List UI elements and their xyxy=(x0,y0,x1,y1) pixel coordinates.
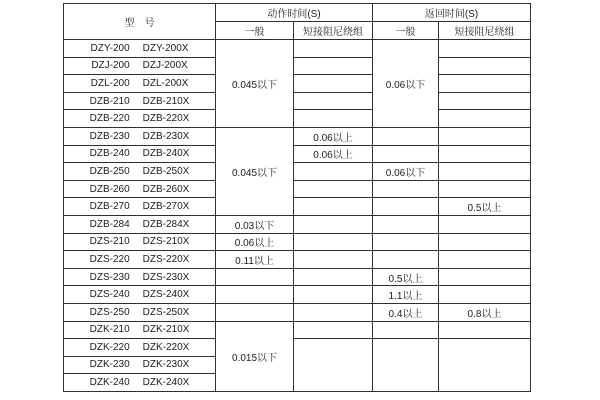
return-damping-cell: 0.8以上 xyxy=(439,303,531,321)
header-return-damping: 短接阻尼绕组 xyxy=(439,22,531,40)
table-row xyxy=(64,233,531,251)
table-row xyxy=(64,127,531,145)
return-damping-cell xyxy=(439,57,531,75)
action-general-cell: 0.03以下 xyxy=(216,215,294,233)
return-general-cell: 0.4以上 xyxy=(373,303,439,321)
action-damping-cell: 0.06以上 xyxy=(294,145,373,163)
table-row xyxy=(64,268,531,286)
model-cell: DZJ-200 DZJ-200X xyxy=(64,57,216,75)
table-row xyxy=(64,303,531,321)
action-general-cell xyxy=(216,268,294,286)
action-damping-cell xyxy=(294,92,373,110)
return-damping-cell xyxy=(439,180,531,198)
table-row xyxy=(64,286,531,304)
model-cell: DZS-250 DZS-250X xyxy=(64,303,216,321)
return-general-cell: 0.06以下 xyxy=(373,40,439,128)
model-cell: DZB-210 DZB-210X xyxy=(64,92,216,110)
return-general-cell xyxy=(373,180,439,198)
return-damping-cell xyxy=(439,233,531,251)
model-cell: DZL-200 DZL-200X xyxy=(64,75,216,93)
table-row xyxy=(64,40,531,58)
action-general-cell: 0.06以上 xyxy=(216,233,294,251)
return-general-cell xyxy=(373,251,439,269)
return-general-cell xyxy=(373,233,439,251)
table-row xyxy=(64,251,531,269)
return-damping-cell xyxy=(439,251,531,269)
model-cell: DZB-230 DZB-230X xyxy=(64,127,216,145)
return-damping-cell: 0.5以上 xyxy=(439,198,531,216)
return-general-cell: 1.1以上 xyxy=(373,286,439,304)
action-damping-cell xyxy=(294,303,373,321)
table-row xyxy=(64,198,531,216)
action-damping-cell xyxy=(294,233,373,251)
model-cell: DZB-250 DZB-250X xyxy=(64,163,216,181)
model-cell: DZS-240 DZS-240X xyxy=(64,286,216,304)
action-damping-cell: 0.06以上 xyxy=(294,127,373,145)
model-cell: DZY-200 DZY-200X xyxy=(64,40,216,58)
return-general-cell xyxy=(373,339,439,392)
model-cell: DZB-220 DZB-220X xyxy=(64,110,216,128)
return-damping-cell xyxy=(439,92,531,110)
return-general-cell xyxy=(373,198,439,216)
action-damping-cell xyxy=(294,251,373,269)
header-return-general: 一般 xyxy=(373,22,439,40)
model-cell: DZB-284 DZB-284X xyxy=(64,215,216,233)
action-general-cell xyxy=(216,286,294,304)
table-row xyxy=(64,339,531,357)
return-damping-cell xyxy=(439,75,531,93)
relay-timing-spec-table xyxy=(63,3,531,392)
header-action-general: 一般 xyxy=(216,22,294,40)
header-return-time: 返回时间(S) xyxy=(373,4,531,22)
return-damping-cell xyxy=(439,286,531,304)
action-general-cell: 0.045以下 xyxy=(216,40,294,128)
model-cell: DZK-210 DZK-210X xyxy=(64,321,216,339)
action-damping-cell xyxy=(294,339,373,392)
action-general-cell: 0.015以下 xyxy=(216,321,294,391)
table-row xyxy=(64,321,531,339)
table-row xyxy=(64,180,531,198)
action-general-cell xyxy=(216,303,294,321)
action-damping-cell xyxy=(294,321,373,339)
table-row xyxy=(64,215,531,233)
return-damping-cell xyxy=(439,215,531,233)
action-damping-cell xyxy=(294,286,373,304)
action-damping-cell xyxy=(294,40,373,58)
model-cell: DZK-220 DZK-220X xyxy=(64,339,216,357)
header-action-damping: 短接阻尼绕组 xyxy=(294,22,373,40)
return-general-cell xyxy=(373,127,439,145)
return-damping-cell xyxy=(439,163,531,181)
return-damping-cell xyxy=(439,321,531,339)
model-cell: DZS-210 DZS-210X xyxy=(64,233,216,251)
action-damping-cell xyxy=(294,180,373,198)
return-damping-cell xyxy=(439,127,531,145)
action-general-cell: 0.11以上 xyxy=(216,251,294,269)
table-row xyxy=(64,92,531,110)
action-damping-cell xyxy=(294,215,373,233)
action-general-cell: 0.045以下 xyxy=(216,127,294,215)
action-damping-cell xyxy=(294,198,373,216)
header-row-1 xyxy=(64,4,531,22)
table-row xyxy=(64,163,531,181)
return-damping-cell xyxy=(439,40,531,58)
model-cell: DZK-230 DZK-230X xyxy=(64,356,216,374)
action-damping-cell xyxy=(294,110,373,128)
return-general-cell: 0.06以下 xyxy=(373,163,439,181)
action-damping-cell xyxy=(294,57,373,75)
model-cell: DZS-220 DZS-220X xyxy=(64,251,216,269)
return-damping-cell xyxy=(439,339,531,392)
table-row xyxy=(64,75,531,93)
action-damping-cell xyxy=(294,268,373,286)
return-damping-cell xyxy=(439,145,531,163)
table-row xyxy=(64,57,531,75)
table-row xyxy=(64,110,531,128)
model-cell: DZB-260 DZB-260X xyxy=(64,180,216,198)
return-general-cell xyxy=(373,145,439,163)
action-damping-cell xyxy=(294,163,373,181)
action-damping-cell xyxy=(294,75,373,93)
return-general-cell xyxy=(373,321,439,339)
model-cell: DZS-230 DZS-230X xyxy=(64,268,216,286)
header-model: 型 号 xyxy=(64,4,216,40)
model-cell: DZB-270 DZB-270X xyxy=(64,198,216,216)
return-general-cell: 0.5以上 xyxy=(373,268,439,286)
model-cell: DZB-240 DZB-240X xyxy=(64,145,216,163)
return-general-cell xyxy=(373,215,439,233)
model-cell: DZK-240 DZK-240X xyxy=(64,374,216,392)
return-damping-cell xyxy=(439,268,531,286)
table-row xyxy=(64,145,531,163)
header-action-time: 动作时间(S) xyxy=(216,4,373,22)
return-damping-cell xyxy=(439,110,531,128)
